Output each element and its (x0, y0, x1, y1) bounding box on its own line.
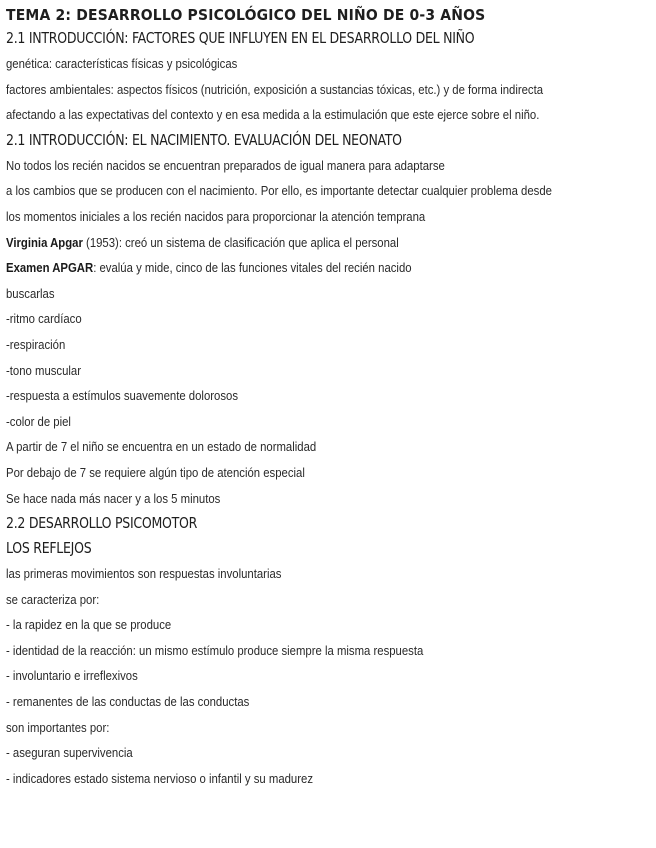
text-line (6, 230, 560, 256)
text-line: - identidad de la reacción: un mismo estímulo produce siempre la misma respuesta (6, 642, 424, 658)
text-line-rest: (1953): creó un sistema de clasificación que aplica el personal (82, 234, 399, 250)
text-line: -respuesta a estímulos suavemente dolorosos (6, 388, 238, 404)
section-heading: 2.1 INTRODUCCIÓN: EL NACIMIENTO. EVALUACIÓN DEL NEONATO (6, 130, 402, 149)
bold-term: Virginia Apgar (6, 234, 83, 250)
text-line: a los cambios que se producen con el nacimiento. Por ello, es importante detectar cualquier problema desde (6, 183, 552, 199)
bold-term: Examen APGAR (6, 260, 94, 276)
text-line: son importantes por: (6, 719, 110, 735)
document-body (6, 26, 650, 791)
text-line: Se hace nada más nacer y a los 5 minutos (6, 490, 221, 506)
text-line: las primeras movimientos son respuestas involuntarias (6, 566, 282, 582)
text-line: afectando a las expectativas del contexto y en esa medida a la estimulación que este ejerce sobre el niño. (6, 107, 540, 123)
text-line: -tono muscular (6, 362, 82, 378)
document-title: TEMA 2: DESARROLLO PSICOLÓGICO DEL NIÑO DE 0-3 AÑOS (6, 6, 486, 24)
text-line: A partir de 7 el niño se encuentra en un estado de normalidad (6, 439, 317, 455)
text-line: - aseguran supervivencia (6, 745, 133, 761)
text-line: los momentos iniciales a los recién nacidos para proporcionar la atención temprana (6, 208, 426, 224)
section-heading: LOS REFLEJOS (6, 539, 92, 558)
text-line: genética: características físicas y psicológicas (6, 56, 238, 71)
text-line: -ritmo cardíaco (6, 311, 82, 327)
section-heading: 2.2 DESARROLLO PSICOMOTOR (6, 514, 198, 533)
text-line: Por debajo de 7 se requiere algún tipo de atención especial (6, 464, 305, 480)
document-page (6, 4, 650, 791)
text-line-rest: : evalúa y mide, cinco de las funciones vitales del recién nacido (93, 260, 412, 276)
text-line: - remanentes de las conductas de las conductas (6, 694, 250, 710)
text-line: -color de piel (6, 413, 71, 429)
text-line: se caracteriza por: (6, 591, 100, 607)
text-line: - involuntario e irreflexivos (6, 668, 138, 684)
text-line: factores ambientales: aspectos físicos (nutrición, exposición a sustancias tóxicas, etc.) y de forma indirecta (6, 81, 544, 97)
section-heading: 2.1 INTRODUCCIÓN: FACTORES QUE INFLUYEN EN EL DESARROLLO DEL NIÑO (6, 29, 475, 47)
text-line: -respiración (6, 336, 66, 352)
text-line (6, 255, 560, 281)
text-line: No todos los recién nacidos se encuentran preparados de igual manera para adaptarse (6, 157, 445, 173)
text-line: buscarlas (6, 285, 55, 301)
text-line: - la rapidez en la que se produce (6, 617, 172, 633)
text-line: - indicadores estado sistema nervioso o infantil y su madurez (6, 770, 314, 786)
